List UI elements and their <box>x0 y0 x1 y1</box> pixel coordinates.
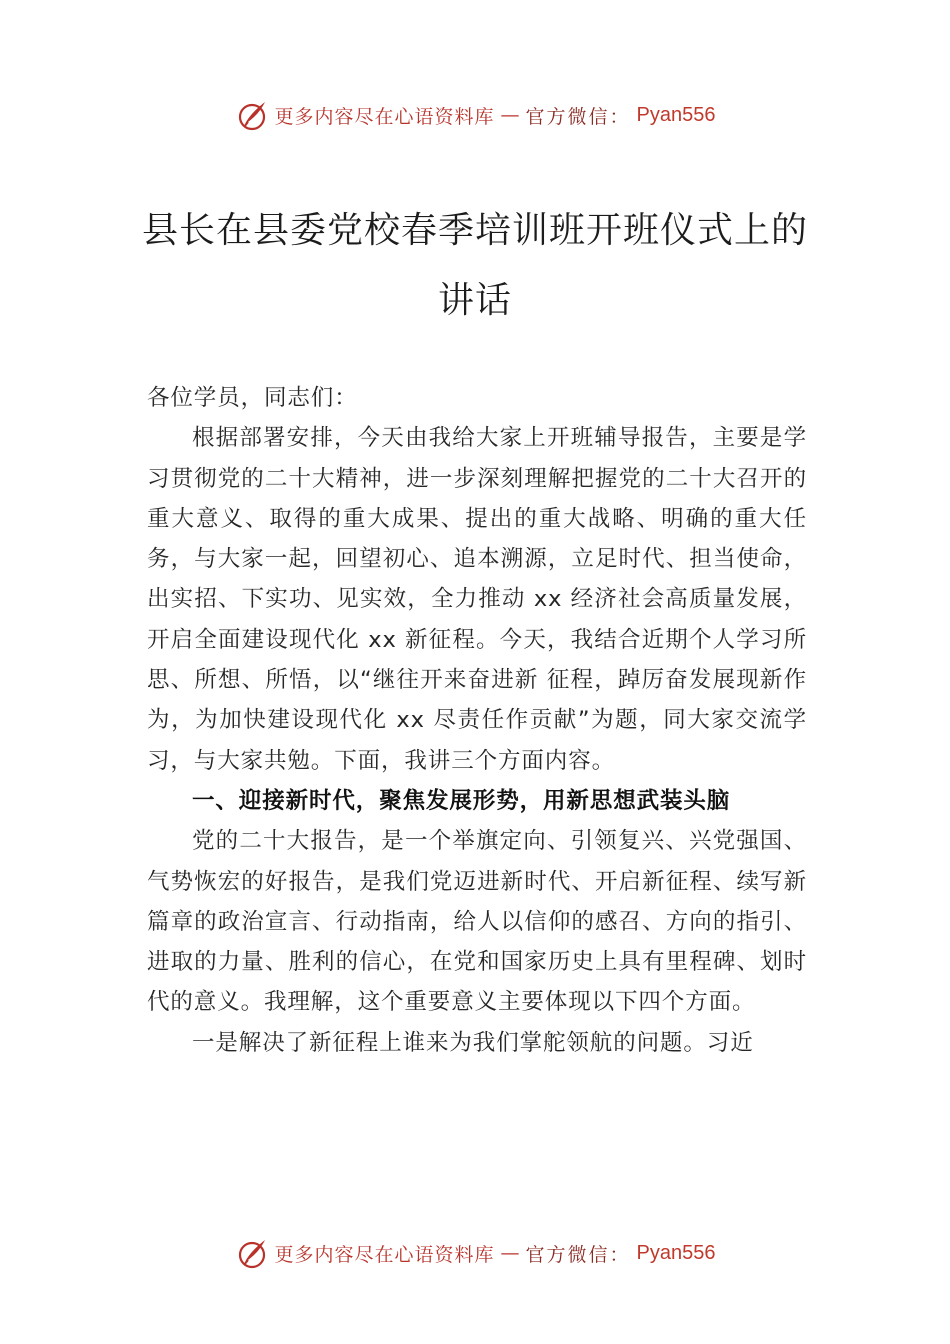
watermark-separator: — <box>500 1242 520 1264</box>
document-title-line1: 县长在县委党校春季培训班开班仪式上的 <box>141 210 808 251</box>
document-body <box>147 378 807 1063</box>
paragraph-point-one: 一是解决了新征程上谁来为我们掌舵领航的问题。习近 <box>192 1029 754 1056</box>
watermark-brand-text: 更多内容尽在心语资料库 <box>274 105 495 128</box>
paragraph-intro: 根据部署安排，今天由我给大家上开班辅导报告，主要是学习贯彻党的二十大精神，进一步深刻理解把握党的二十大召开的重大意义、取得的重大成果、提出的重大战略、明确的重大任务，与大家一起，回望初心、追本溯源，立足时代、担当使命，出实招、下实功、见实效，全力推动 xx 经济社会高质量发展，开启全面建设现代化 xx 新征程。今天，我结合近期个人学习所思、所想、所悟，以“继往开来奋进新 征程，踔厉奋发展现新作为，为加快建设现代化 xx 尽责任作贡献”为题，同大家交流学习，与大家共勉。下面，我讲三个方面内容。 <box>147 425 807 774</box>
watermark-wechat-label: 官方微信： <box>525 1243 631 1266</box>
watermark-banner-bottom <box>0 1233 950 1273</box>
document-title-line2: 讲话 <box>437 280 512 321</box>
watermark-banner-top <box>0 95 950 135</box>
watermark-wechat-id: Pyan556 <box>636 103 716 126</box>
watermark-wechat-label: 官方微信： <box>525 105 631 128</box>
paragraph-significance: 党的二十大报告，是一个举旗定向、引领复兴、兴党强国、气势恢宏的好报告，是我们党迈进新时代、开启新征程、续写新篇章的政治宣言、行动指南，给人以信仰的感召、方向的指引、进取的力量、胜利的信心，在党和国家历史上具有里程碑、划时代的意义。我理解，这个重要意义主要体现以下四个方面。 <box>147 828 807 1016</box>
quill-logo-icon <box>235 1236 269 1270</box>
quill-logo-icon <box>235 98 269 132</box>
salutation: 各位学员，同志们： <box>147 385 358 411</box>
watermark-wechat-id: Pyan556 <box>636 1241 716 1264</box>
section-heading-1: 一、迎接新时代，聚焦发展形势，用新思想武装头脑 <box>192 787 731 814</box>
watermark-brand-text: 更多内容尽在心语资料库 <box>274 1243 495 1266</box>
watermark-separator: — <box>500 104 520 126</box>
